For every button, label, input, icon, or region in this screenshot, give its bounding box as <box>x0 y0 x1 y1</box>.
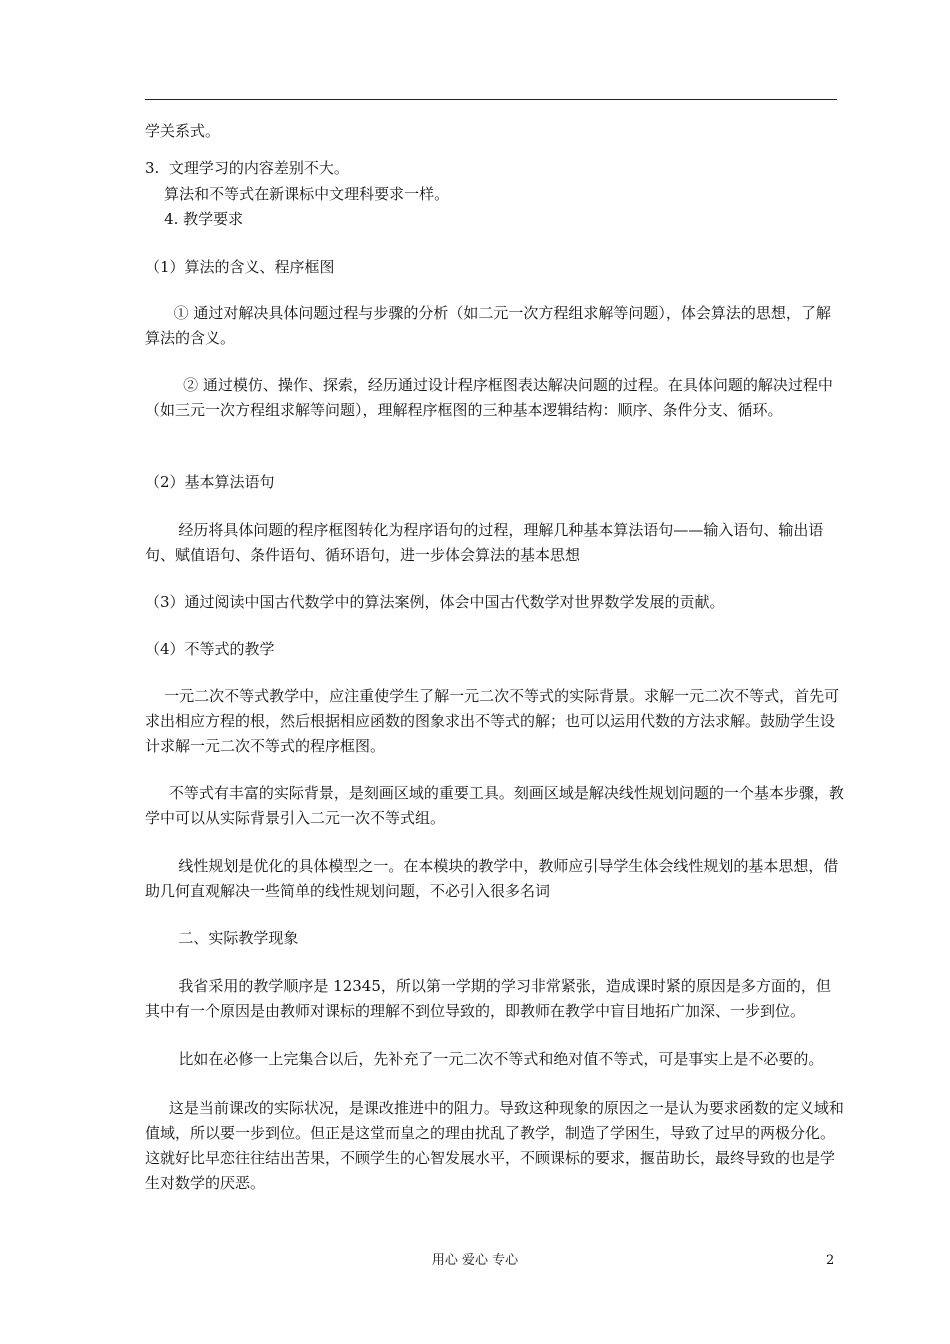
page-number: 2 <box>826 1253 835 1268</box>
subheading-2: （2）基本算法语句 <box>145 473 275 491</box>
paragraph-teaching-order: 我省采用的教学顺序是 12345，所以第一学期的学习非常紧张，造成课时紧的原因是多方面的，但其中有一个原因是由教师对课标的理解不到位导致的，即教师在教学中盲目地拓广加深、一步到位。 <box>145 977 831 1020</box>
section-heading-actual-teaching: 二、实际教学现象 <box>145 929 299 947</box>
paragraph-example: 比如在必修一上完集合以后，先补充了一元二次不等式和绝对值不等式，可是事实上是不必要的。 <box>145 1050 824 1068</box>
header-rule <box>145 99 837 100</box>
section-heading-teaching-requirements: 4. 教学要求 <box>145 210 244 228</box>
paragraph-basic-statements: 经历将具体问题的程序框图转化为程序语句的过程，理解几种基本算法语句——输入语句、输出语句、赋值语句、条件语句、循环语句，进一步体会算法的基本思想 <box>145 521 824 564</box>
footer-motto: 用心 爱心 专心 <box>431 1253 519 1268</box>
paragraph-continuation: 学关系式。 <box>145 122 221 140</box>
paragraph-item-circle-1: ① 通过对解决具体问题过程与步骤的分析（如二元一次方程组求解等问题），体会算法的思想，了解算法的含义。 <box>145 304 831 347</box>
subheading-4: （4）不等式的教学 <box>145 640 275 658</box>
paragraph-quadratic-inequality: 一元二次不等式教学中，应注重使学生了解一元二次不等式的实际背景。求解一元二次不等式，首先可求出相应方程的根，然后根据相应函数的图象求出不等式的解；也可以运用代数的方法求解。鼓励学生设计求解一元二次不等式的程序框图。 <box>145 687 840 755</box>
paragraph-algorithms-same: 算法和不等式在新课标中文理科要求一样。 <box>145 185 450 203</box>
subheading-3: （3）通过阅读中国古代数学中的算法案例，体会中国古代数学对世界数学发展的贡献。 <box>145 593 725 611</box>
paragraph-item-circle-2: ② 通过模仿、操作、探索，经历通过设计程序框图表达解决问题的过程。在具体问题的解决过程中（如三元一次方程组求解等问题），理解程序框图的三种基本逻辑结构：顺序、条件分支、循环。 <box>145 376 833 419</box>
paragraph-linear-programming: 线性规划是优化的具体模型之一。在本模块的教学中，教师应引导学生体会线性规划的基本思想，借助几何直观解决一些简单的线性规划问题，不必引入很多名词 <box>145 857 839 900</box>
paragraph-inequality-background: 不等式有丰富的实际背景，是刻画区域的重要工具。刻画区域是解决线性规划问题的一个基本步骤，教学中可以从实际背景引入二元一次不等式组。 <box>145 784 844 827</box>
paragraph-current-situation: 这是当前课改的实际状况，是课改推进中的阻力。导致这种现象的原因之一是认为要求函数的定义域和值域，所以要一步到位。但正是这堂而皇之的理由扰乱了教学，制造了学困生，导致了过早的两极分化。这就好比早恋往往结出苦果，不顾学生的心智发展水平，不顾课标的要求，揠苗助长，最终导致的也是学生对数学的厌恶。 <box>145 1099 844 1192</box>
numbered-item-3: 3. 文理学习的内容差别不大。 <box>145 159 349 177</box>
subheading-1: （1）算法的含义、程序框图 <box>145 258 335 276</box>
